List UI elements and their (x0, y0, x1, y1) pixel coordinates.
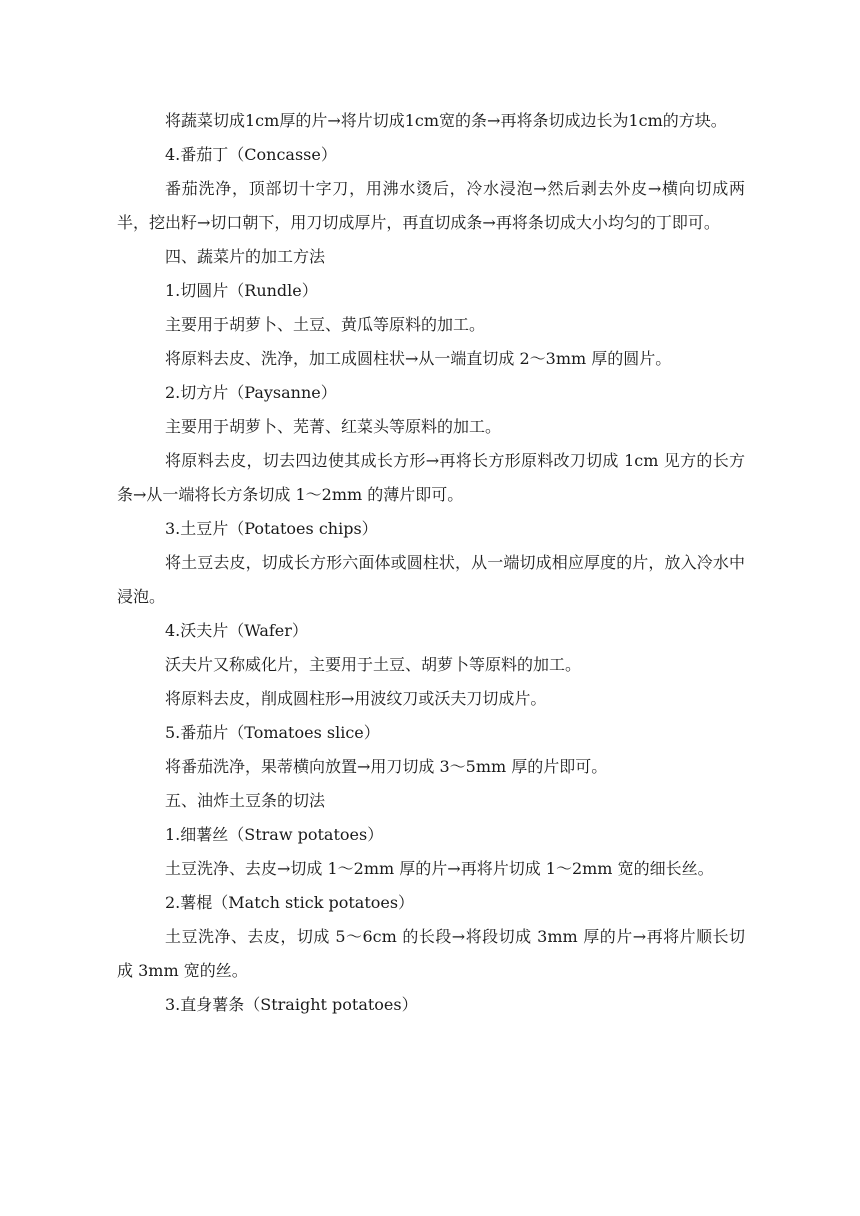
paragraph: 将番茄洗净，果蒂横向放置→用刀切成 3～5mm 厚的片即可。 (165, 757, 608, 776)
subsection-heading: 3.土豆片（Potatoes chips） (165, 519, 378, 538)
subsection-heading: 1.细薯丝（Straw potatoes） (165, 825, 384, 844)
subsection-heading: 2.薯棍（Match stick potatoes） (165, 893, 415, 912)
subsection-heading: 3.直身薯条（Straight potatoes） (165, 995, 418, 1014)
document-body (117, 104, 745, 1022)
paragraph: 沃夫片又称威化片，主要用于土豆、胡萝卜等原料的加工。 (165, 655, 582, 674)
paragraph: 主要用于胡萝卜、芜菁、红菜头等原料的加工。 (165, 417, 502, 436)
paragraph: 土豆洗净、去皮→切成 1～2mm 厚的片→再将片切成 1～2mm 宽的细长丝。 (165, 859, 714, 878)
paragraph: 将蔬菜切成1cm厚的片→将片切成1cm宽的条→再将条切成边长为1cm的方块。 (165, 111, 727, 130)
paragraph: 将土豆去皮，切成长方形六面体或圆柱状，从一端切成相应厚度的片，放入冷水中浸泡。 (117, 553, 745, 606)
paragraph: 土豆洗净、去皮，切成 5～6cm 的长段→将段切成 3mm 厚的片→再将片顺长切成 3mm 宽的丝。 (117, 927, 745, 980)
paragraph: 番茄洗净，顶部切十字刀，用沸水烫后，冷水浸泡→然后剥去外皮→横向切成两半，挖出籽→切口朝下，用刀切成厚片，再直切成条→再将条切成大小均匀的丁即可。 (117, 179, 745, 232)
paragraph: 将原料去皮，切去四边使其成长方形→再将长方形原料改刀切成 1cm 见方的长方条→从一端将长方条切成 1～2mm 的薄片即可。 (117, 451, 745, 504)
paragraph: 将原料去皮、洗净，加工成圆柱状→从一端直切成 2～3mm 厚的圆片。 (165, 349, 672, 368)
section-heading: 四、蔬菜片的加工方法 (165, 247, 326, 266)
subsection-heading: 4.沃夫片（Wafer） (165, 621, 308, 640)
subsection-heading: 2.切方片（Paysanne） (165, 383, 337, 402)
subsection-heading: 4.番茄丁（Concasse） (165, 145, 337, 164)
subsection-heading: 1.切圆片（Rundle） (165, 281, 318, 300)
paragraph: 将原料去皮，削成圆柱形→用波纹刀或沃夫刀切成片。 (165, 689, 547, 708)
subsection-heading: 5.番茄片（Tomatoes slice） (165, 723, 380, 742)
paragraph: 主要用于胡萝卜、土豆、黄瓜等原料的加工。 (165, 315, 486, 334)
section-heading: 五、油炸土豆条的切法 (165, 791, 326, 810)
